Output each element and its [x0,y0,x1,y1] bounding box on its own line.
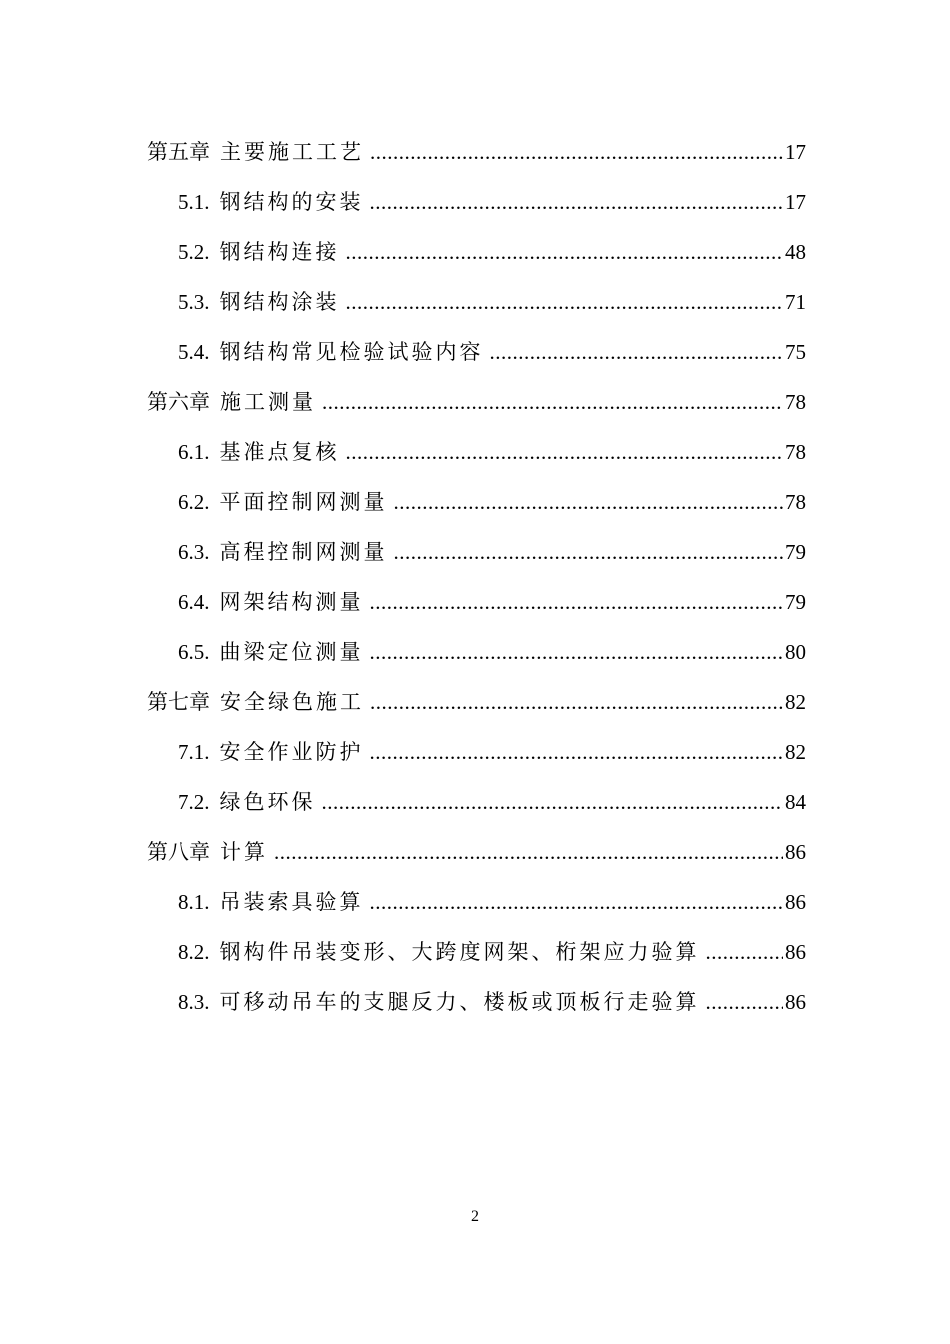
toc-entry-page: 86 [785,840,806,864]
dot-leader [370,739,784,765]
toc-entry-title: 安全绿色施工 [220,690,364,714]
dot-leader [370,639,784,665]
toc-entry-number: 5.2. [178,240,210,264]
toc-entry-number: 6.4. [178,590,210,614]
dot-leader [274,839,783,865]
toc-entry-number: 6.3. [178,540,210,564]
toc-entry-chapter-7[interactable] [147,665,806,715]
dot-leader [706,939,784,965]
toc-entry-page: 79 [785,590,806,614]
toc-entry-number: 第五章 [147,140,210,164]
toc-entry-title: 钢结构连接 [219,240,340,264]
toc-entry-number: 8.1. [178,890,210,914]
toc-entry-title: 高程控制网测量 [219,540,388,564]
toc-entry-6-4[interactable] [178,565,806,615]
toc-entry-page: 84 [785,790,806,814]
toc-entry-title: 曲梁定位测量 [219,640,364,664]
toc-entry-page: 17 [785,140,806,164]
toc-entry-title: 安全作业防护 [219,740,364,764]
toc-entry-title: 钢结构常见检验试验内容 [219,340,484,364]
toc-entry-title: 钢构件吊装变形、大跨度网架、桁架应力验算 [219,940,700,964]
toc-entry-number: 第六章 [147,390,210,414]
dot-leader [346,239,784,265]
toc-entry-5-1[interactable] [178,165,806,215]
dot-leader [322,789,784,815]
dot-leader [490,339,784,365]
toc-entry-6-1[interactable] [178,415,806,465]
toc-entry-8-3[interactable] [178,965,806,1015]
toc-entry-number: 8.3. [178,990,210,1014]
toc-entry-7-1[interactable] [178,715,806,765]
toc-entry-page: 78 [785,390,806,414]
toc-entry-page: 82 [785,690,806,714]
toc-entry-number: 7.1. [178,740,210,764]
toc-entry-title: 施工测量 [220,390,316,414]
dot-leader [394,489,784,515]
toc-entry-number: 6.2. [178,490,210,514]
toc-entry-5-2[interactable] [178,215,806,265]
toc-entry-title: 吊装索具验算 [219,890,364,914]
toc-entry-title: 钢结构的安装 [219,190,364,214]
dot-leader [706,989,784,1015]
toc-entry-title: 绿色环保 [219,790,316,814]
toc-entry-6-5[interactable] [178,615,806,665]
toc-entry-number: 7.2. [178,790,210,814]
toc-entry-7-2[interactable] [178,765,806,815]
toc-entry-6-3[interactable] [178,515,806,565]
dot-leader [346,289,784,315]
toc-entry-page: 86 [785,940,806,964]
dot-leader [370,189,784,215]
toc-entry-page: 80 [785,640,806,664]
toc-entry-title: 计算 [220,840,268,864]
toc-entry-title: 钢结构涂装 [219,290,340,314]
toc-entry-page: 71 [785,290,806,314]
toc-entry-number: 6.5. [178,640,210,664]
toc-entry-5-3[interactable] [178,265,806,315]
toc-entry-title: 平面控制网测量 [219,490,388,514]
dot-leader [370,689,783,715]
toc-entry-page: 48 [785,240,806,264]
toc-entry-page: 78 [785,490,806,514]
toc-entry-title: 可移动吊车的支腿反力、楼板或顶板行走验算 [219,990,700,1014]
toc-entry-page: 82 [785,740,806,764]
toc-entry-page: 17 [785,190,806,214]
dot-leader [346,439,784,465]
toc-entry-number: 5.4. [178,340,210,364]
toc-entry-number: 6.1. [178,440,210,464]
toc-entry-number: 第七章 [147,690,210,714]
dot-leader [370,889,784,915]
toc-entry-chapter-8[interactable] [147,815,806,865]
toc-entry-8-1[interactable] [178,865,806,915]
toc-entry-title: 网架结构测量 [219,590,364,614]
toc-entry-page: 78 [785,440,806,464]
toc-entry-page: 86 [785,890,806,914]
toc-entry-number: 第八章 [147,840,210,864]
toc-entry-title: 基准点复核 [219,440,340,464]
toc-entry-number: 5.3. [178,290,210,314]
toc-entry-page: 86 [785,990,806,1014]
dot-leader [394,539,784,565]
toc-entry-number: 8.2. [178,940,210,964]
toc-entry-8-2[interactable] [178,915,806,965]
dot-leader [370,589,784,615]
toc-entry-6-2[interactable] [178,465,806,515]
dot-leader [322,389,783,415]
footer-page-number: 2 [471,1208,479,1225]
toc-entry-page: 79 [785,540,806,564]
toc-entry-chapter-5[interactable] [147,115,806,165]
toc-entry-5-4[interactable] [178,315,806,365]
toc-entry-page: 75 [785,340,806,364]
dot-leader [370,139,783,165]
toc-entry-number: 5.1. [178,190,210,214]
toc-entry-title: 主要施工工艺 [220,140,364,164]
toc-entry-chapter-6[interactable] [147,365,806,415]
